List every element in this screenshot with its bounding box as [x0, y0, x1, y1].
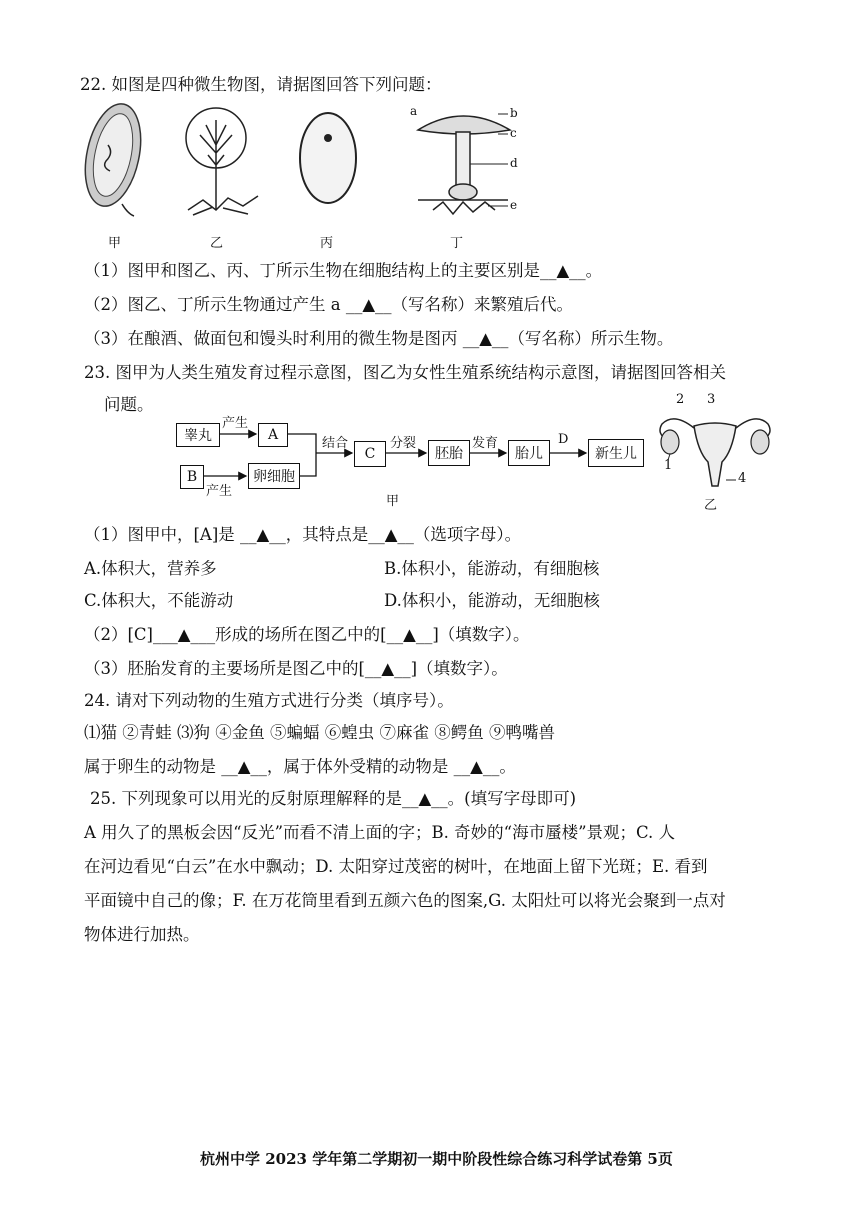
q22-sub2: （2）图乙、丁所示生物通过产生 a __▲__（写名称）来繁殖后代。 [84, 295, 574, 314]
flow-b-label: B [186, 469, 198, 485]
diagram-label-4: 4 [738, 471, 747, 486]
flow-arrows [170, 415, 650, 500]
q25-line1: A 用久了的黑板会因“反光”而看不清上面的字；B. 奇妙的“海市蜃楼”景观；C. 人 [84, 823, 676, 842]
yeast-figure [300, 113, 356, 203]
flow-combine-label: 结合 [322, 436, 349, 451]
q23-sub1: （1）图甲中，[A]是 __▲__，其特点是__▲__（选项字母）。 [84, 525, 522, 544]
flow-caption-jia: 甲 [386, 494, 400, 509]
q22-sub3: （3）在酿酒、做面包和馒头时利用的微生物是图丙 __▲__（写名称）所示生物。 [84, 329, 674, 348]
q23-option-a: A.体积大，营养多 [84, 559, 217, 578]
flow-develop-label: 发育 [472, 436, 499, 451]
fig-label-ding: 丁 [450, 236, 464, 251]
mushroom-figure [418, 114, 510, 214]
q23-stem-line1: 23. 图甲为人类生殖发育过程示意图，图乙为女性生殖系统结构示意图，请据图回答相关 [84, 363, 726, 382]
q22-sub1: （1）图甲和图乙、丙、丁所示生物在细胞结构上的主要区别是__▲__。 [84, 261, 603, 280]
fig-label-bing: 丙 [320, 236, 334, 251]
q24-answer-line: 属于卵生的动物是 __▲__，属于体外受精的动物是 __▲__。 [84, 757, 516, 776]
flow-a-label: A [267, 427, 279, 443]
q23-sub3: （3）胚胎发育的主要场所是图乙中的[__▲__]（填数字）。 [84, 659, 508, 678]
q25-line4: 物体进行加热。 [84, 925, 200, 944]
q25-stem: 25. 下列现象可以用光的反射原理解释的是__▲__。(填写字母即可) [90, 789, 577, 808]
flow-produce-label-1: 产生 [222, 416, 249, 431]
q23-sub2: （2）[C]___▲___形成的场所在图乙中的[__▲__]（填数字）。 [84, 625, 530, 644]
diagram-label-2: 2 [676, 392, 685, 407]
part-label-b: b [510, 106, 518, 120]
q23-option-b: B.体积小，能游动，有细胞核 [384, 559, 600, 578]
flow-produce-label-2: 产生 [206, 484, 233, 499]
part-label-a: a [410, 104, 418, 118]
q22-stem: 22. 如图是四种微生物图，请据图回答下列问题： [80, 75, 442, 94]
q23-stem-line2: 问题。 [104, 395, 154, 414]
flow-egg-label: 卵细胞 [253, 469, 295, 485]
flow-c-label: C [364, 446, 376, 462]
flow-testis-label: 睾丸 [184, 428, 212, 444]
q25-line3: 平面镜中自己的像；F. 在万花筒里看到五颜六色的图案,G. 太阳灶可以将光会聚到一点对 [84, 891, 726, 910]
q24-stem: 24. 请对下列动物的生殖方式进行分类（填序号）。 [84, 691, 454, 710]
mold-figure [186, 108, 258, 215]
flow-newborn-label: 新生儿 [595, 446, 637, 462]
q25-line2: 在河边看见“白云”在水中飘动；D. 太阳穿过茂密的树叶，在地面上留下光斑；E. 看到 [84, 857, 708, 876]
diagram-label-1: 1 [664, 458, 673, 473]
flow-d-label: D [558, 432, 569, 447]
bacterium-figure [78, 100, 149, 216]
part-label-c: c [510, 126, 517, 140]
microbe-figures [78, 100, 538, 250]
part-label-e: e [510, 198, 518, 212]
flow-split-label: 分裂 [390, 436, 417, 451]
page-footer: 杭州中学 2023 学年第二学期初一期中阶段性综合练习科学试卷第 5页 [200, 1150, 673, 1168]
diagram-caption-yi: 乙 [704, 498, 718, 513]
part-label-d: d [510, 156, 518, 170]
diagram-label-3: 3 [707, 392, 716, 407]
flow-embryo-label: 胚胎 [435, 446, 463, 462]
fig-label-jia: 甲 [108, 236, 122, 251]
fig-label-yi: 乙 [210, 236, 224, 251]
female-reproductive-diagram [650, 400, 780, 500]
q23-option-d: D.体积小，能游动，无细胞核 [384, 591, 600, 610]
q23-option-c: C.体积大，不能游动 [84, 591, 234, 610]
flow-fetus-label: 胎儿 [515, 446, 543, 462]
q24-animals: ⑴猫 ②青蛙 ⑶狗 ④金鱼 ⑤蝙蝠 ⑥蝗虫 ⑦麻雀 ⑧鳄鱼 ⑨鸭嘴兽 [84, 723, 555, 742]
